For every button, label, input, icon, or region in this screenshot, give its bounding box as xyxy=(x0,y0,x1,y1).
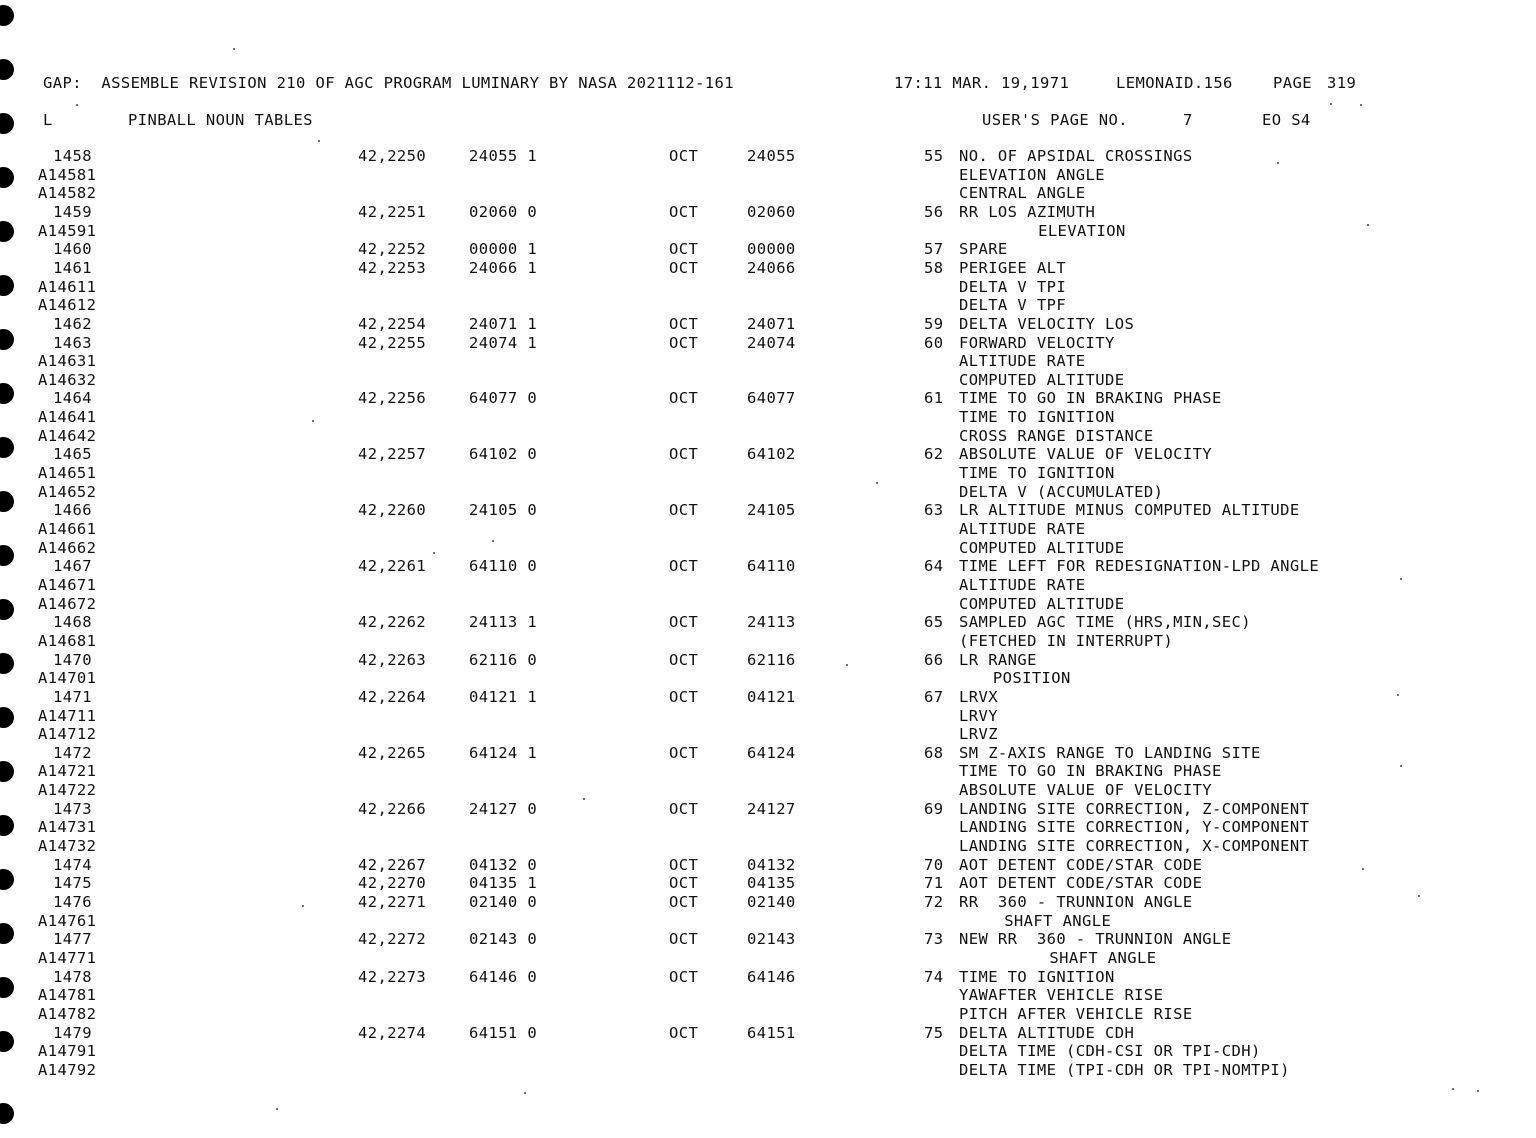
speck xyxy=(846,664,848,666)
line-label: A14721 xyxy=(38,762,97,780)
address: 42,2274 xyxy=(358,1024,427,1042)
data-word: 24127 0 xyxy=(469,800,538,818)
type-code: OCT xyxy=(669,968,699,986)
data-word: 02060 0 xyxy=(469,203,538,221)
line-number: 1471 xyxy=(53,688,92,706)
line-label: A14671 xyxy=(38,576,97,594)
noun-number: 66 xyxy=(924,651,944,669)
speck xyxy=(76,104,78,106)
noun-description: COMPUTED ALTITUDE xyxy=(959,371,1125,389)
subheader-marker: L xyxy=(43,111,53,129)
noun-number: 63 xyxy=(924,501,944,519)
line-label: A14791 xyxy=(38,1042,97,1060)
noun-description: TIME TO GO IN BRAKING PHASE xyxy=(959,762,1222,780)
feed-hole xyxy=(0,383,14,404)
users-page-label: USER'S PAGE NO. xyxy=(982,111,1128,129)
type-code: OCT xyxy=(669,259,699,277)
line-number: 1473 xyxy=(53,800,92,818)
line-label: A14631 xyxy=(38,352,97,370)
noun-description: SHAFT ANGLE xyxy=(1049,949,1157,967)
feed-hole xyxy=(0,761,14,782)
speck xyxy=(1397,694,1399,696)
noun-description: TIME TO IGNITION xyxy=(959,408,1115,426)
section-title: PINBALL NOUN TABLES xyxy=(128,111,313,129)
header-timestamp: 17:11 MAR. 19,1971 xyxy=(894,74,1070,92)
noun-description: ELEVATION ANGLE xyxy=(959,166,1105,184)
noun-description: LRVZ xyxy=(959,725,998,743)
noun-number: 71 xyxy=(924,874,944,892)
octal-value: 64110 xyxy=(747,557,796,575)
data-word: 62116 0 xyxy=(469,651,538,669)
octal-value: 24074 xyxy=(747,334,796,352)
noun-description: ABSOLUTE VALUE OF VELOCITY xyxy=(959,781,1213,799)
address: 42,2272 xyxy=(358,930,427,948)
noun-description: AOT DETENT CODE/STAR CODE xyxy=(959,874,1203,892)
line-number: 1465 xyxy=(53,445,92,463)
feed-hole xyxy=(0,923,14,944)
noun-number: 56 xyxy=(924,203,944,221)
data-word: 04132 0 xyxy=(469,856,538,874)
line-label: A14611 xyxy=(38,278,97,296)
octal-value: 04121 xyxy=(747,688,796,706)
noun-number: 70 xyxy=(924,856,944,874)
eo-code: EO S4 xyxy=(1262,111,1311,129)
speck xyxy=(276,1108,278,1110)
noun-description: DELTA V (ACCUMULATED) xyxy=(959,483,1164,501)
line-number: 1462 xyxy=(53,315,92,333)
data-word: 24105 0 xyxy=(469,501,538,519)
feed-hole xyxy=(0,59,14,80)
noun-description: DELTA V TPF xyxy=(959,296,1067,314)
line-label: A14651 xyxy=(38,464,97,482)
address: 42,2267 xyxy=(358,856,427,874)
octal-value: 24071 xyxy=(747,315,796,333)
noun-description: CENTRAL ANGLE xyxy=(959,184,1086,202)
line-number: 1477 xyxy=(53,930,92,948)
line-label: A14662 xyxy=(38,539,97,557)
noun-number: 65 xyxy=(924,613,944,631)
line-label: A14771 xyxy=(38,949,97,967)
speck xyxy=(524,1092,526,1094)
speck xyxy=(318,140,320,142)
address: 42,2263 xyxy=(358,651,427,669)
header-page-number: 319 xyxy=(1327,74,1357,92)
header-page-label: PAGE xyxy=(1273,74,1312,92)
octal-value: 02143 xyxy=(747,930,796,948)
line-label: A14711 xyxy=(38,707,97,725)
feed-hole xyxy=(0,491,14,512)
line-label: A14731 xyxy=(38,818,97,836)
address: 42,2273 xyxy=(358,968,427,986)
noun-description: YAWAFTER VEHICLE RISE xyxy=(959,986,1164,1004)
address: 42,2253 xyxy=(358,259,427,277)
address: 42,2271 xyxy=(358,893,427,911)
line-label: A14781 xyxy=(38,986,97,1004)
address: 42,2261 xyxy=(358,557,427,575)
octal-value: 24113 xyxy=(747,613,796,631)
type-code: OCT xyxy=(669,688,699,706)
line-label: A14582 xyxy=(38,184,97,202)
line-number: 1474 xyxy=(53,856,92,874)
speck xyxy=(312,420,314,422)
address: 42,2256 xyxy=(358,389,427,407)
octal-value: 04135 xyxy=(747,874,796,892)
noun-description: RR LOS AZIMUTH xyxy=(959,203,1096,221)
feed-hole xyxy=(0,545,14,566)
noun-number: 59 xyxy=(924,315,944,333)
noun-number: 73 xyxy=(924,930,944,948)
noun-description: LANDING SITE CORRECTION, Y-COMPONENT xyxy=(959,818,1310,836)
type-code: OCT xyxy=(669,930,699,948)
line-number: 1460 xyxy=(53,240,92,258)
octal-value: 00000 xyxy=(747,240,796,258)
line-number: 1470 xyxy=(53,651,92,669)
speck xyxy=(433,552,435,554)
speck xyxy=(1418,895,1420,897)
octal-value: 04132 xyxy=(747,856,796,874)
type-code: OCT xyxy=(669,147,699,165)
speck xyxy=(1360,104,1362,106)
address: 42,2250 xyxy=(358,147,427,165)
users-page-number: 7 xyxy=(1183,111,1193,129)
data-word: 24066 1 xyxy=(469,259,538,277)
noun-number: 75 xyxy=(924,1024,944,1042)
line-number: 1466 xyxy=(53,501,92,519)
address: 42,2266 xyxy=(358,800,427,818)
data-word: 24074 1 xyxy=(469,334,538,352)
noun-description: AOT DETENT CODE/STAR CODE xyxy=(959,856,1203,874)
line-label: A14632 xyxy=(38,371,97,389)
line-label: A14642 xyxy=(38,427,97,445)
noun-number: 57 xyxy=(924,240,944,258)
line-number: 1479 xyxy=(53,1024,92,1042)
noun-description: TIME TO GO IN BRAKING PHASE xyxy=(959,389,1222,407)
line-label: A14782 xyxy=(38,1005,97,1023)
noun-description: LRVX xyxy=(959,688,998,706)
feed-hole xyxy=(0,1031,14,1052)
noun-description: COMPUTED ALTITUDE xyxy=(959,595,1125,613)
data-word: 64077 0 xyxy=(469,389,538,407)
noun-description: ALTITUDE RATE xyxy=(959,520,1086,538)
noun-number: 69 xyxy=(924,800,944,818)
noun-description: PITCH AFTER VEHICLE RISE xyxy=(959,1005,1193,1023)
header-job: LEMONAID.156 xyxy=(1116,74,1233,92)
feed-hole xyxy=(0,5,14,26)
data-word: 02143 0 xyxy=(469,930,538,948)
feed-hole xyxy=(0,221,14,242)
line-label: A14591 xyxy=(38,222,97,240)
line-label: A14792 xyxy=(38,1061,97,1079)
type-code: OCT xyxy=(669,557,699,575)
noun-description: SAMPLED AGC TIME (HRS,MIN,SEC) xyxy=(959,613,1251,631)
noun-description: TIME TO IGNITION xyxy=(959,968,1115,986)
noun-description: (FETCHED IN INTERRUPT) xyxy=(959,632,1174,650)
octal-value: 64146 xyxy=(747,968,796,986)
address: 42,2260 xyxy=(358,501,427,519)
octal-value: 62116 xyxy=(747,651,796,669)
line-number: 1464 xyxy=(53,389,92,407)
data-word: 00000 1 xyxy=(469,240,538,258)
type-code: OCT xyxy=(669,874,699,892)
noun-description: DELTA ALTITUDE CDH xyxy=(959,1024,1135,1042)
noun-number: 68 xyxy=(924,744,944,762)
line-number: 1472 xyxy=(53,744,92,762)
speck xyxy=(876,482,878,484)
feed-hole xyxy=(0,329,14,350)
address: 42,2254 xyxy=(358,315,427,333)
data-word: 64124 1 xyxy=(469,744,538,762)
noun-description: DELTA TIME (CDH-CSI OR TPI-CDH) xyxy=(959,1042,1261,1060)
feed-hole xyxy=(0,1103,14,1124)
data-word: 24071 1 xyxy=(469,315,538,333)
data-word: 64110 0 xyxy=(469,557,538,575)
data-word: 64151 0 xyxy=(469,1024,538,1042)
noun-number: 60 xyxy=(924,334,944,352)
noun-description: LR RANGE xyxy=(959,651,1037,669)
speck xyxy=(1400,765,1402,767)
data-word: 04135 1 xyxy=(469,874,538,892)
type-code: OCT xyxy=(669,240,699,258)
type-code: OCT xyxy=(669,501,699,519)
noun-description: SPARE xyxy=(959,240,1008,258)
noun-description: PERIGEE ALT xyxy=(959,259,1067,277)
speck xyxy=(1330,103,1332,105)
feed-hole xyxy=(0,977,14,998)
address: 42,2262 xyxy=(358,613,427,631)
octal-value: 64151 xyxy=(747,1024,796,1042)
noun-number: 64 xyxy=(924,557,944,575)
data-word: 24055 1 xyxy=(469,147,538,165)
address: 42,2252 xyxy=(358,240,427,258)
noun-description: ALTITUDE RATE xyxy=(959,576,1086,594)
speck xyxy=(1400,578,1402,580)
address: 42,2270 xyxy=(358,874,427,892)
line-label: A14581 xyxy=(38,166,97,184)
octal-value: 64124 xyxy=(747,744,796,762)
address: 42,2255 xyxy=(358,334,427,352)
type-code: OCT xyxy=(669,744,699,762)
line-number: 1459 xyxy=(53,203,92,221)
line-label: A14652 xyxy=(38,483,97,501)
line-label: A14732 xyxy=(38,837,97,855)
noun-description: LR ALTITUDE MINUS COMPUTED ALTITUDE xyxy=(959,501,1300,519)
line-label: A14672 xyxy=(38,595,97,613)
address: 42,2265 xyxy=(358,744,427,762)
type-code: OCT xyxy=(669,1024,699,1042)
line-number: 1478 xyxy=(53,968,92,986)
type-code: OCT xyxy=(669,856,699,874)
noun-description: ABSOLUTE VALUE OF VELOCITY xyxy=(959,445,1213,463)
data-word: 24113 1 xyxy=(469,613,538,631)
noun-description: ALTITUDE RATE xyxy=(959,352,1086,370)
type-code: OCT xyxy=(669,389,699,407)
octal-value: 24105 xyxy=(747,501,796,519)
noun-number: 72 xyxy=(924,893,944,911)
feed-hole xyxy=(0,275,14,296)
type-code: OCT xyxy=(669,613,699,631)
octal-value: 64102 xyxy=(747,445,796,463)
speck xyxy=(1362,868,1364,870)
noun-description: POSITION xyxy=(992,669,1071,687)
speck xyxy=(583,798,585,800)
speck xyxy=(233,48,235,50)
line-number: 1468 xyxy=(53,613,92,631)
noun-number: 58 xyxy=(924,259,944,277)
address: 42,2264 xyxy=(358,688,427,706)
octal-value: 64077 xyxy=(747,389,796,407)
octal-value: 02060 xyxy=(747,203,796,221)
type-code: OCT xyxy=(669,893,699,911)
line-number: 1475 xyxy=(53,874,92,892)
type-code: OCT xyxy=(669,203,699,221)
feed-hole xyxy=(0,653,14,674)
feed-hole xyxy=(0,869,14,890)
noun-description: TIME LEFT FOR REDESIGNATION-LPD ANGLE xyxy=(959,557,1320,575)
speck xyxy=(1277,162,1279,164)
line-label: A14712 xyxy=(38,725,97,743)
noun-description: LANDING SITE CORRECTION, Z-COMPONENT xyxy=(959,800,1310,818)
noun-description: LRVY xyxy=(959,707,998,725)
noun-description: COMPUTED ALTITUDE xyxy=(959,539,1125,557)
line-number: 1463 xyxy=(53,334,92,352)
line-label: A14612 xyxy=(38,296,97,314)
speck xyxy=(302,905,304,907)
feed-hole xyxy=(0,167,14,188)
speck xyxy=(1452,1088,1454,1090)
noun-number: 62 xyxy=(924,445,944,463)
type-code: OCT xyxy=(669,445,699,463)
noun-description: ELEVATION xyxy=(1038,222,1126,240)
noun-description: LANDING SITE CORRECTION, X-COMPONENT xyxy=(959,837,1310,855)
feed-hole xyxy=(0,815,14,836)
noun-description: TIME TO IGNITION xyxy=(959,464,1115,482)
line-label: A14641 xyxy=(38,408,97,426)
type-code: OCT xyxy=(669,651,699,669)
speck xyxy=(1367,224,1369,226)
feed-hole xyxy=(0,707,14,728)
noun-description: SM Z-AXIS RANGE TO LANDING SITE xyxy=(959,744,1261,762)
type-code: OCT xyxy=(669,800,699,818)
data-word: 02140 0 xyxy=(469,893,538,911)
line-label: A14681 xyxy=(38,632,97,650)
noun-description: DELTA TIME (TPI-CDH OR TPI-NOMTPI) xyxy=(959,1061,1290,1079)
header-title: GAP: ASSEMBLE REVISION 210 OF AGC PROGRAM LUMINARY BY NASA 2021112-161 xyxy=(43,74,734,92)
noun-number: 67 xyxy=(924,688,944,706)
speck xyxy=(1477,1090,1479,1092)
data-word: 64102 0 xyxy=(469,445,538,463)
type-code: OCT xyxy=(669,315,699,333)
type-code: OCT xyxy=(669,334,699,352)
data-word: 04121 1 xyxy=(469,688,538,706)
line-number: 1458 xyxy=(53,147,92,165)
data-word: 64146 0 xyxy=(469,968,538,986)
noun-description: SHAFT ANGLE xyxy=(1004,912,1112,930)
line-label: A14661 xyxy=(38,520,97,538)
speck xyxy=(492,540,494,542)
line-label: A14761 xyxy=(38,912,97,930)
address: 42,2257 xyxy=(358,445,427,463)
octal-value: 24055 xyxy=(747,147,796,165)
feed-hole xyxy=(0,437,14,458)
octal-value: 02140 xyxy=(747,893,796,911)
feed-hole xyxy=(0,113,14,134)
noun-description: RR 360 - TRUNNION ANGLE xyxy=(959,893,1193,911)
line-label: A14722 xyxy=(38,781,97,799)
noun-description: NO. OF APSIDAL CROSSINGS xyxy=(959,147,1193,165)
noun-description: NEW RR 360 - TRUNNION ANGLE xyxy=(959,930,1232,948)
feed-hole xyxy=(0,599,14,620)
address: 42,2251 xyxy=(358,203,427,221)
line-label: A14701 xyxy=(38,669,97,687)
line-number: 1461 xyxy=(53,259,92,277)
octal-value: 24066 xyxy=(747,259,796,277)
line-number: 1467 xyxy=(53,557,92,575)
noun-number: 74 xyxy=(924,968,944,986)
noun-description: FORWARD VELOCITY xyxy=(959,334,1115,352)
noun-number: 55 xyxy=(924,147,944,165)
line-number: 1476 xyxy=(53,893,92,911)
noun-description: CROSS RANGE DISTANCE xyxy=(959,427,1154,445)
noun-description: DELTA V TPI xyxy=(959,278,1067,296)
octal-value: 24127 xyxy=(747,800,796,818)
noun-description: DELTA VELOCITY LOS xyxy=(959,315,1135,333)
noun-number: 61 xyxy=(924,389,944,407)
